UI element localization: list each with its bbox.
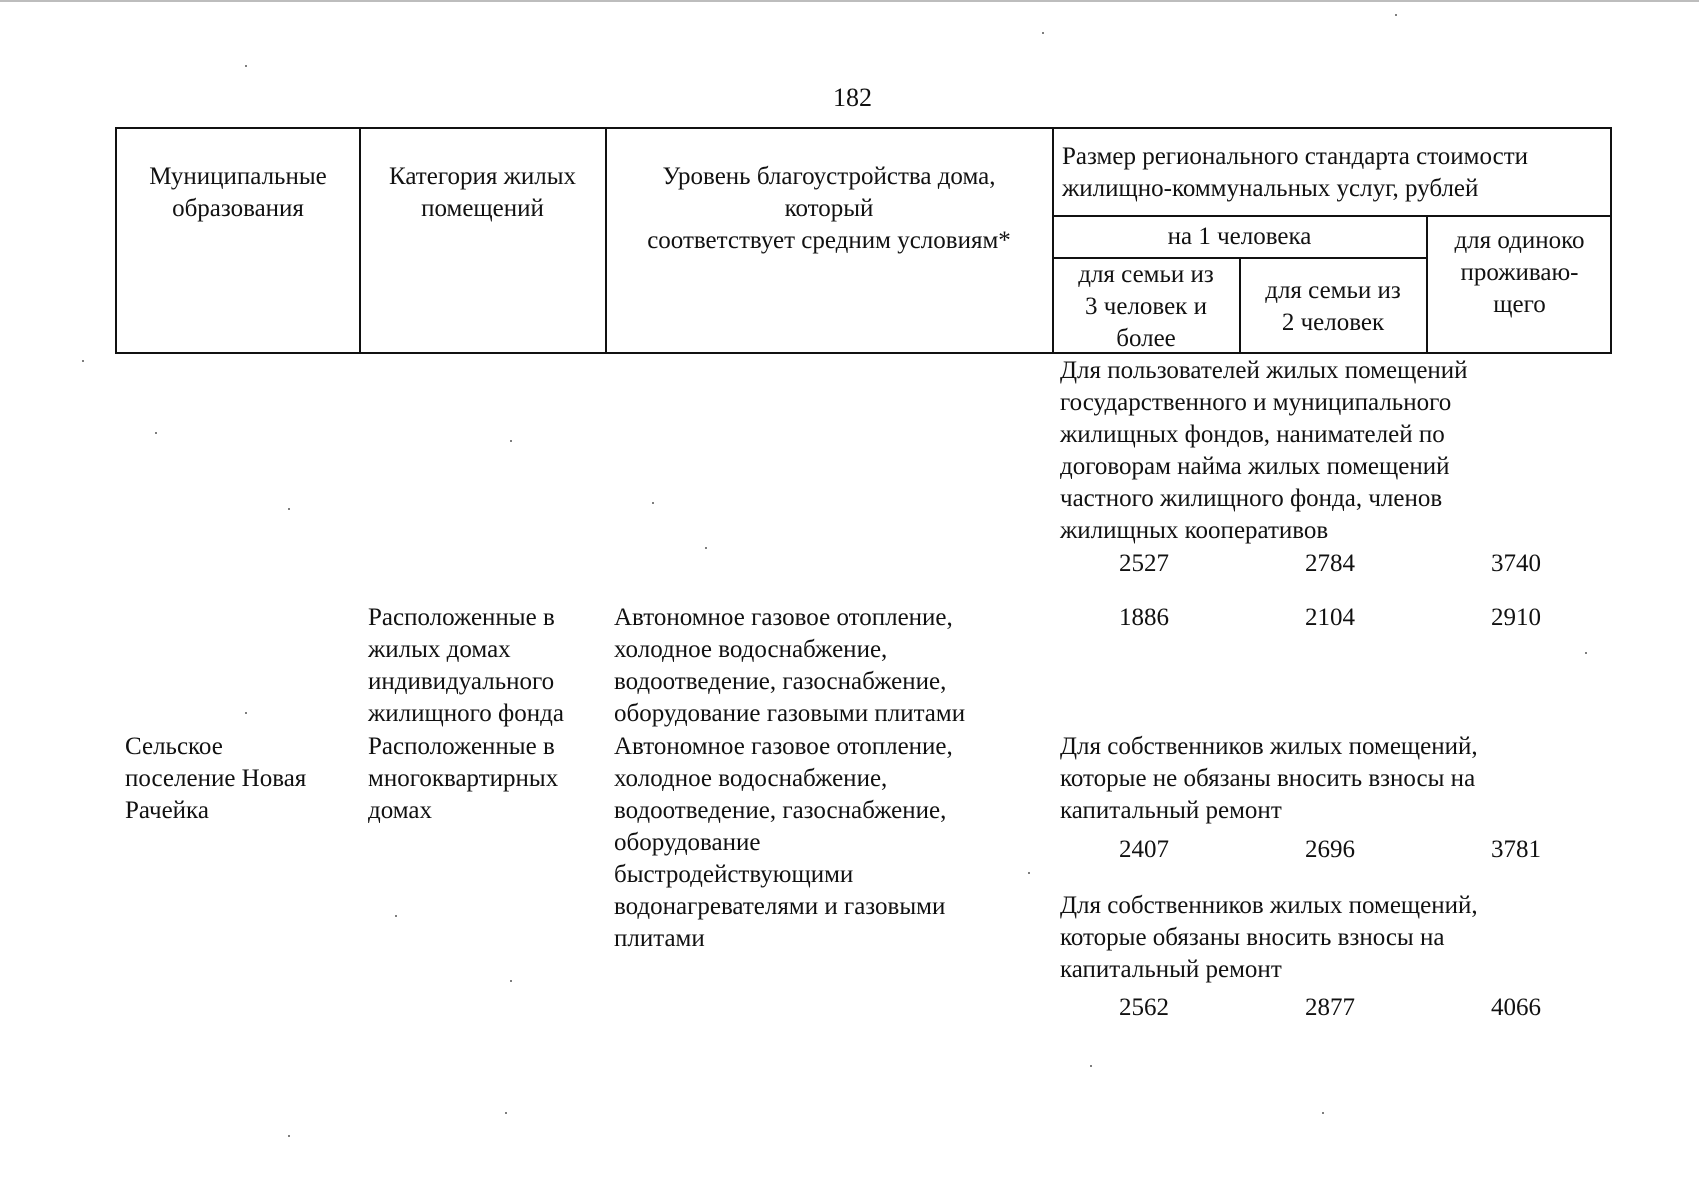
scan-speck xyxy=(1585,652,1587,654)
scan-speck xyxy=(245,712,247,714)
header-municipal: Муниципальные образования xyxy=(149,163,327,222)
value-family-2: 2784 xyxy=(1305,550,1355,577)
value-family-3: 2407 xyxy=(1119,836,1169,863)
scan-speck xyxy=(1395,14,1397,16)
scan-speck xyxy=(505,1112,507,1114)
scan-speck xyxy=(1042,32,1044,34)
scan-speck xyxy=(1090,1065,1092,1067)
row-apartment-category: Расположенные в многоквартирных домах xyxy=(368,733,559,824)
scan-speck xyxy=(395,915,397,917)
section-owners-obliged-caption: Для собственников жилых помещений, которые обязаны вносить взносы на капитальный ремонт xyxy=(1060,892,1478,983)
header-family-2: для семьи из 2 человек xyxy=(1265,277,1401,336)
row-divider xyxy=(1052,215,1612,217)
row-apartment-level: Автономное газовое отопление, холодное водоснабжение, водоотведение, газоснабжение, оборудование быстродействующими водонагревателями и газовыми плитами xyxy=(614,733,953,952)
value-single: 4066 xyxy=(1491,994,1541,1021)
scan-speck xyxy=(510,980,512,982)
scan-edge xyxy=(0,0,1699,2)
row-individual-category: Расположенные в жилых домах индивидуального жилищного фонда xyxy=(368,604,564,727)
value-single: 2910 xyxy=(1491,604,1541,631)
scan-speck xyxy=(510,440,512,442)
page-number: 182 xyxy=(833,83,872,112)
section-owners-not-obliged-caption: Для собственников жилых помещений, которые не обязаны вносить взносы на капитальный ремонт xyxy=(1060,733,1478,824)
value-family-2: 2877 xyxy=(1305,994,1355,1021)
value-family-3: 2527 xyxy=(1119,550,1169,577)
scan-speck xyxy=(245,65,247,67)
value-single: 3781 xyxy=(1491,836,1541,863)
scan-speck xyxy=(82,360,84,362)
scan-speck xyxy=(1322,1112,1324,1114)
header-single: для одиноко проживаю- щего xyxy=(1454,227,1585,318)
scan-speck xyxy=(705,547,707,549)
scan-speck xyxy=(288,508,290,510)
scan-speck xyxy=(652,502,654,504)
row-individual-level: Автономное газовое отопление, холодное водоснабжение, водоотведение, газоснабжение, оборудование газовыми плитами xyxy=(614,604,966,727)
header-standard-size: Размер регионального стандарта стоимости жилищно-коммунальных услуг, рублей xyxy=(1062,143,1529,202)
header-table xyxy=(115,127,1612,354)
value-family-3: 2562 xyxy=(1119,994,1169,1021)
value-family-2: 2104 xyxy=(1305,604,1355,631)
header-category: Категория жилых помещений xyxy=(389,163,576,222)
scan-speck xyxy=(288,1135,290,1137)
scan-speck xyxy=(155,432,157,434)
header-per-person: на 1 человека xyxy=(1167,223,1312,250)
value-family-3: 1886 xyxy=(1119,604,1169,631)
section-users-caption: Для пользователей жилых помещений государственного и муниципального жилищных фондов, нанимателей по договорам найма жилых помещений частного жилищного фонда, членов жилищных кооперативов xyxy=(1060,357,1468,544)
header-family-3: для семьи из 3 человек и более xyxy=(1078,261,1214,352)
row-municipality: Сельское поселение Новая Рачейка xyxy=(125,733,307,824)
header-level: Уровень благоустройства дома, который соответствует средним условиям* xyxy=(647,163,1011,254)
scan-speck xyxy=(1028,872,1030,874)
value-family-2: 2696 xyxy=(1305,836,1355,863)
value-single: 3740 xyxy=(1491,550,1541,577)
